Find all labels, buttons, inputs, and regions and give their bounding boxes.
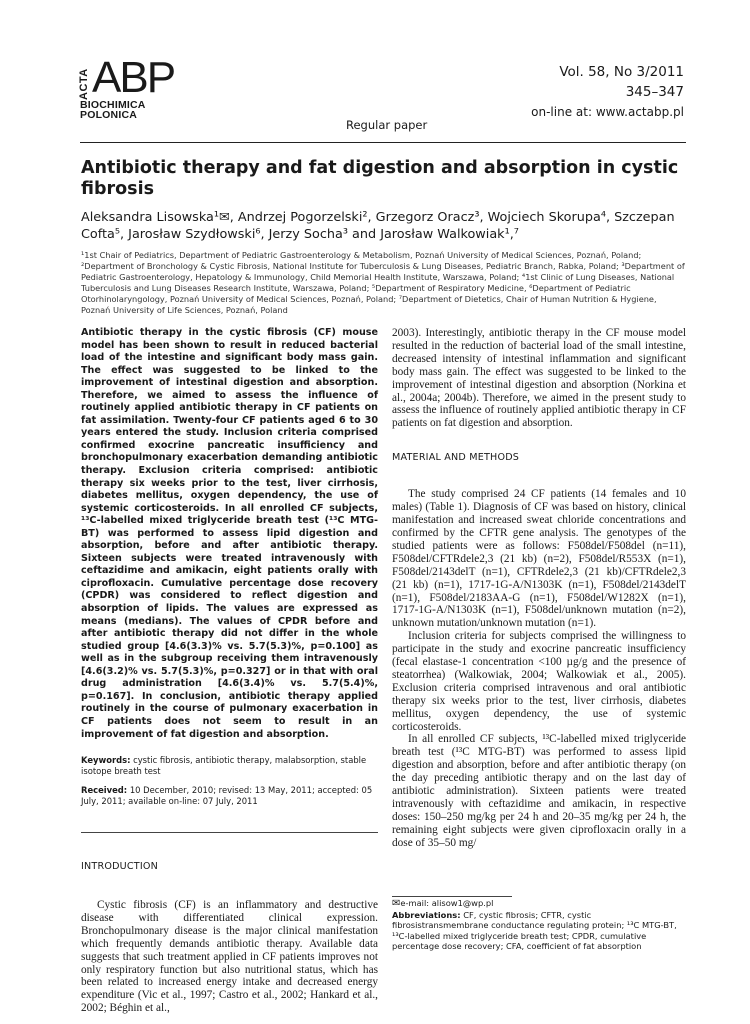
intro-paragraph: Cystic fibrosis (CF) is an inflammatory and destructive disease with differentiated clinical expression. Bronchopulmonary disease is the major clinical manifestation which frequently demands antibiotic therapy. Available data suggests that such treatment applied in CF patients improves not only respiratory function but also nutritional status, which has been related to increased energy intake and decreased energy expenditure (Vic et al., 1997; Castro et al., 2002; Hankard et al., 2002; Béghin et al., xyxy=(81,899,378,1015)
abbr-text: CF, cystic fibrosis; CFTR, cystic fibrosistransmembrane conductance regulating protein; ¹³C MTG-BT, ¹³C-labelled mixed triglyceride breath test; CPDR, cumulative percentage dose recovery; CFA, coefficient of fat absorption xyxy=(392,909,677,952)
received-dates xyxy=(81,785,378,807)
logo-line1: BIOCHIMICA xyxy=(80,99,146,111)
received-text: 10 December, 2010; revised: 13 May, 2011; accepted: 05 July, 2011; available on-line: 07 July, 2011 xyxy=(81,785,373,807)
journal-logo xyxy=(78,53,175,121)
pages: 345–347 xyxy=(625,84,684,100)
header-rule xyxy=(80,142,686,143)
volume: Vol. 58, No 3/2011 xyxy=(559,64,684,80)
right-column xyxy=(392,327,686,850)
abbr-label: Abbreviations: xyxy=(392,909,461,920)
received-label: Received: xyxy=(81,785,128,796)
footnote-abbreviations xyxy=(392,910,686,952)
logo-line2: POLONICA xyxy=(80,109,138,121)
left-column xyxy=(81,327,378,1015)
intro-heading: INTRODUCTION xyxy=(81,861,159,873)
footnote xyxy=(392,896,686,952)
abstract: Antibiotic therapy in the cystic fibrosis (CF) mouse model has been shown to result in reduced bacterial load of the intestine and significant body mass gain. The effect was suggested to be linked to the improvement of intestinal digestion and absorption. Therefore, we aimed to assess the influence of routinely applied antibiotic therapy in CF patients on fat assimilation. Twenty-four CF patients aged 6 to 30 years entered the study. Inclusion criteria comprised confirmed exocrine pancreatic insufficiency and bronchopulmonary exacerbation demanding antibiotic therapy. Exclusion criteria comprised: antibiotic therapy six weeks prior to the test, liver cirrhosis, diabetes mellitus, oxygen dependency, the use of systemic corticosteroids. In all enrolled CF subjects, ¹³C-labelled mixed triglyceride breath test (¹³C MTG-BT) was performed to assess lipid digestion and absorption, before and after antibiotic therapy. Sixteen subjects were treated intravenously with ceftazidime and amikacin, eight patients orally with ciprofloxacin. Cumulative percentage dose recovery (CPDR) was considered to reflect digestion and absorption of lipids. The values are expressed as means (medians). The values of CPDR before and after antibiotic therapy did not differ in the whole studied group [4.6(3.3)% vs. 5.7(5.3)%, p=0.100] as well as in the subgroup receiving them intravenously [4.6(3.2)% vs. 5.7(5.3)%, p=0.327] or in that with oral drug administration [4.6(3.4)% vs. 5.7(5.4)%, p=0.167]. In conclusion, antibiotic therapy applied routinely in the course of pulmonary exacerbation in CF patients does not seem to result in an improvement of fat digestion and absorption. xyxy=(81,327,378,740)
affiliations: ¹1st Chair of Pediatrics, Department of Pediatric Gastroenterology & Metabolism, Poznań University of Medical Sciences, Poznań, Poland; ²Department of Bronchology & Cystic Fibrosis, National Institute for Tuberculosis & Lung Diseases, Pediatric Branch, Rabka, Poland; ³Department of Pediatric Gastroenterology, Hepatology & Immunology, Child Memorial Health Institute, Warszawa, Poland; ⁴1st Clinic of Lung Diseases, National Tuberculosis and Lung Diseases Research Institute, Warszawa, Poland; ⁵Department of Respiratory Medicine, ⁶Department of Pediatric Otorhinolaryngology, Poznań University of Medical Sciences, Poznań, Poland; ⁷Department of Dietetics, Chair of Human Nutrition & Hygiene, Poznań University of Life Sciences, Poznań, Poland xyxy=(81,250,685,315)
methods-heading: MATERIAL AND METHODS xyxy=(392,452,520,464)
article-title: Antibiotic therapy and fat digestion and absorption in cystic fibrosis xyxy=(81,158,679,199)
paper-type: Regular paper xyxy=(346,118,428,132)
methods-paragraph-1: The study comprised 24 CF patients (14 females and 10 males) (Table 1). Diagnosis of CF was based on history, clinical manifestation and increased sweat chloride concentrations and confirmed by the CFTR gene analysis. The genotypes of the studied patients were as follows: F508del/F508del (n=11), F508del/CFTRdele2,3 (21 kb) (n=2), F508del/R553X (n=1), F508del/2143delT (n=1), CFTRdele2,3 (21 kb)/CFTRdele2,3 (21 kb) (n=1), 1717-1G-A/N1303K (n=1), F508del/2143delT (n=1), F508del/2183AA-G (n=1), F508del/W1282X (n=1), 1717-1G-A/N1303K (n=1), F508del/unknown mutation (n=2), unknown mutation/unknown mutation (n=1). xyxy=(392,488,686,630)
keywords-label: Keywords: xyxy=(81,755,131,766)
keywords-text: cystic fibrosis, antibiotic therapy, malabsorption, stable isotope breath test xyxy=(81,755,367,777)
footnote-email xyxy=(392,898,686,910)
methods-paragraph-3: In all enrolled CF subjects, ¹³C-labelled mixed triglyceride breath test (¹³C MTG-BT) was performed to assess lipid digestion and absorption, before and after antibiotic therapy (on the day preceding antibiotic therapy and on the last day of antibiotic administration). Sixteen patients were treated intravenously with ceftazidime and amikacin, in respective doses: 150–250 mg/kg per 24 h and 20–35 mg/kg per 24 h, the remaining eight subjects were given ciprofloxacin orally in a dose of 35–50 mg/ xyxy=(392,733,686,849)
keywords xyxy=(81,755,378,777)
methods-paragraph-2: Inclusion criteria for subjects comprised the willingness to participate in the study and exocrine pancreatic insufficiency (fecal elastase-1 concentration <100 µg/g and the presence of steatorrhea) (Walkowiak, 2004; Walkowiak et al., 2005). Exclusion criteria comprised intravenous and oral antibiotic therapy six weeks prior to the test, liver cirrhosis, diabetes mellitus, oxygen dependency, the use of systemic corticosteroids. xyxy=(392,630,686,733)
section-rule xyxy=(81,832,378,833)
author-list: Aleksandra Lisowska¹✉, Andrzej Pogorzelski², Grzegorz Oracz³, Wojciech Skorupa⁴, Szczepan Cofta⁵, Jarosław Szydłowski⁶, Jerzy Socha³ and Jarosław Walkowiak¹,⁷ xyxy=(81,210,675,242)
envelope-icon: ✉ xyxy=(392,898,401,909)
logo-journal-name xyxy=(80,100,146,120)
email-text[interactable]: e-mail: alisow1@wp.pl xyxy=(400,898,494,908)
logo-acta: ACTA xyxy=(78,68,90,100)
volume-info xyxy=(531,62,684,122)
intro-continued: 2003). Interestingly, antibiotic therapy in the CF mouse model resulted in the reduction of bacterial load of the small intestine, decreased intensity of intestinal inflammation and significant body mass gain. The effect was suggested to be linked to the improvement of intestinal digestion and absorption (Norkina et al., 2004a; 2004b). Therefore, we aimed in the present study to assess the influence of routinely applied antibiotic therapy in CF patients on fat digestion and absorption. xyxy=(392,327,686,430)
logo-abp: ABP xyxy=(92,53,175,102)
online-link[interactable]: on-line at: www.actabp.pl xyxy=(531,105,684,119)
footnote-rule xyxy=(392,896,512,897)
